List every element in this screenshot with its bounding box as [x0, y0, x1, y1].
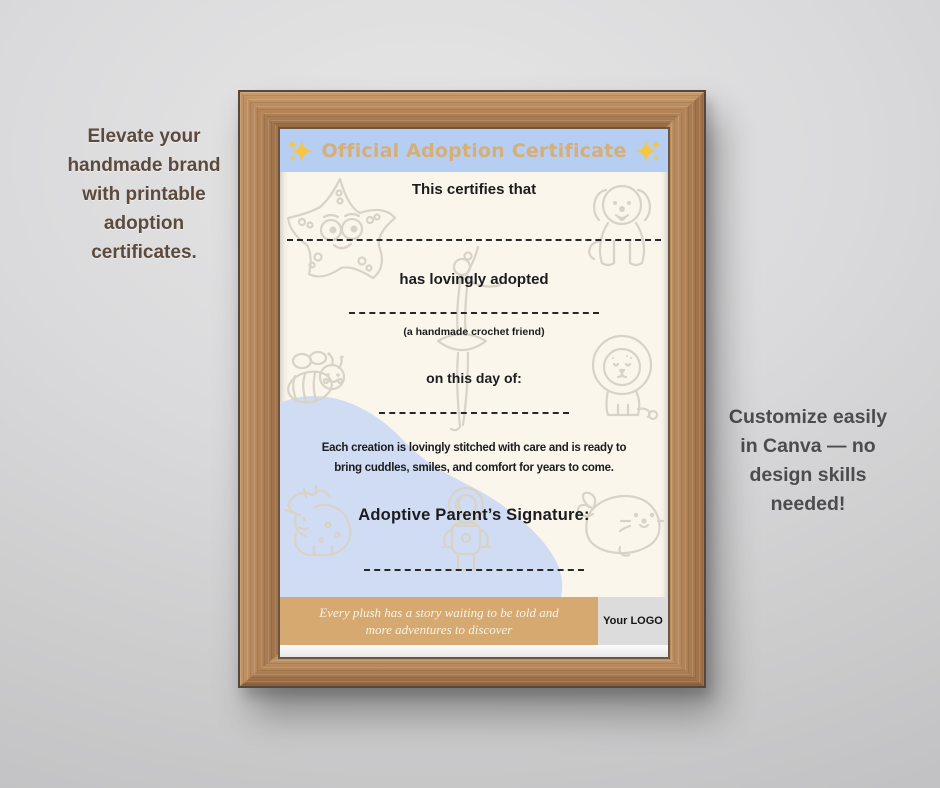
body-text	[280, 438, 668, 478]
date-blank-line	[379, 412, 569, 414]
left-caption-line: certificates.	[91, 242, 197, 263]
recipient-name-blank-line	[287, 239, 661, 241]
left-caption-line: handmade brand	[67, 155, 221, 176]
right-caption	[696, 403, 920, 519]
body-text-line: Each creation is lovingly stitched with care and is ready to	[321, 442, 627, 454]
left-caption-line: adoption	[103, 213, 185, 234]
signature-blank-line	[364, 569, 584, 571]
logo-placeholder-box: Your LOGO	[598, 597, 668, 645]
certificate-footer-banner	[280, 597, 668, 645]
footer-quote-line: Every plush has a story waiting to be told and	[319, 605, 559, 620]
certifies-label: This certifies that	[411, 181, 537, 198]
frame-bottom-bar	[240, 653, 704, 686]
footer-quote-line: more adventures to discover	[365, 622, 513, 637]
adopted-label: has lovingly adopted	[399, 271, 549, 288]
left-caption-line: Elevate your	[87, 126, 201, 147]
friend-note: (a handmade crochet friend)	[403, 326, 545, 338]
sparkle-right-icon	[634, 138, 660, 164]
frame-top-bar	[240, 92, 704, 129]
paper-bottom-edge	[280, 645, 668, 657]
certificate	[280, 129, 668, 657]
right-caption-line: needed!	[770, 493, 846, 515]
astronaut-icon	[438, 483, 494, 579]
right-caption-line: in Canva — no	[740, 435, 876, 457]
certificate-title: Official Adoption Certificate	[321, 139, 627, 162]
picture-frame	[238, 90, 706, 688]
right-caption-line: Customize easily	[728, 406, 888, 428]
certificate-header-banner	[280, 129, 668, 172]
frame-right-bar	[664, 92, 704, 686]
right-caption-line: design skills	[749, 464, 867, 486]
frame-left-bar	[240, 92, 280, 686]
footer-quote	[280, 597, 598, 645]
left-caption-line: with printable	[82, 184, 206, 205]
body-text-line: bring cuddles, smiles, and comfort for years to come.	[334, 462, 614, 474]
signature-label: Adoptive Parent’s Signature:	[358, 506, 590, 524]
plush-name-blank-line	[349, 312, 599, 314]
sparkle-left-icon	[288, 138, 314, 164]
day-label: on this day of:	[426, 370, 522, 386]
left-caption	[36, 122, 252, 267]
